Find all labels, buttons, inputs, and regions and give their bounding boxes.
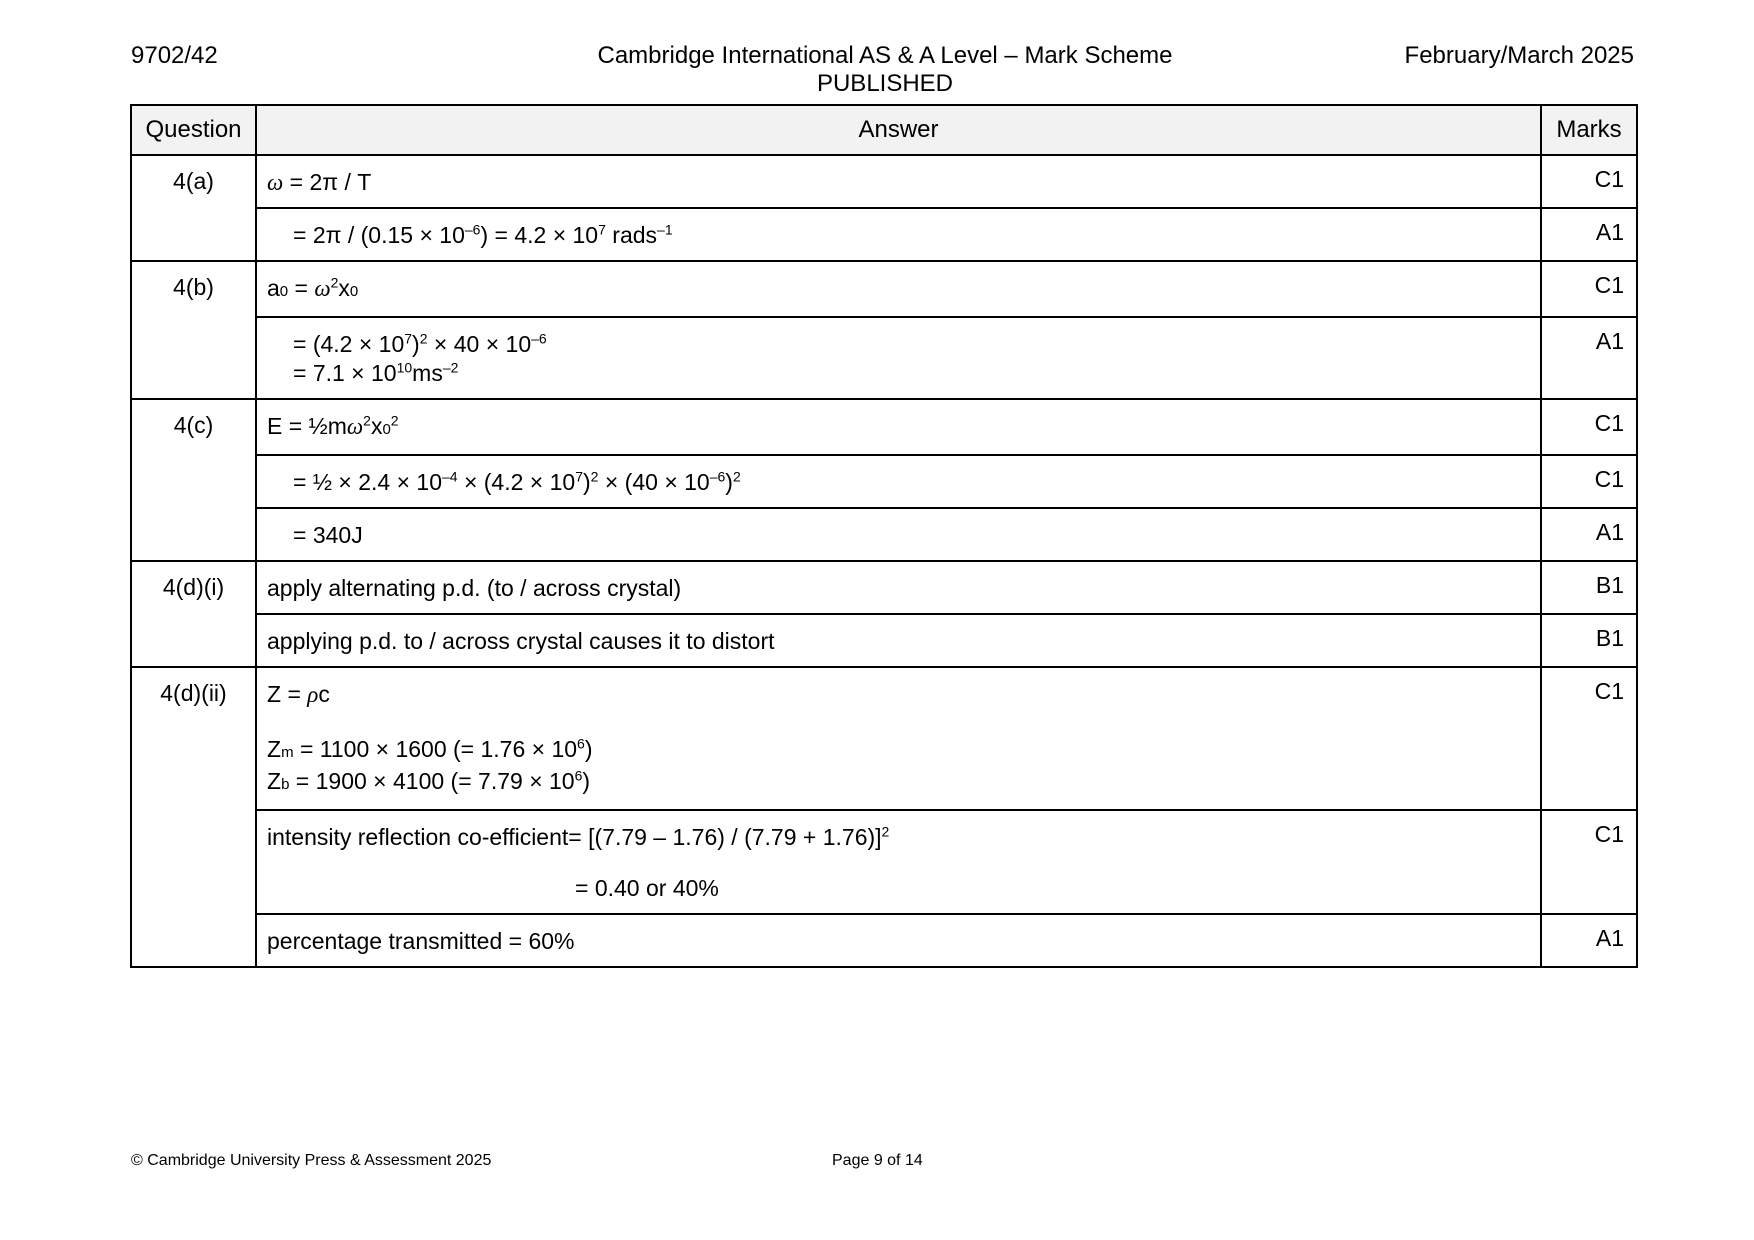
mark-cell: A1	[1541, 508, 1637, 561]
table-row	[131, 399, 1637, 455]
published-label: PUBLISHED	[816, 70, 954, 97]
answer-cell: percentage transmitted = 60%	[256, 914, 1541, 967]
page-number: Page 9 of 14	[832, 1152, 923, 1169]
mark-cell: C1	[1541, 455, 1637, 508]
question-number: 4(c)	[131, 399, 256, 561]
mark-cell: B1	[1541, 561, 1637, 614]
table-row	[131, 317, 1637, 399]
table-row	[131, 455, 1637, 508]
question-number: 4(a)	[131, 155, 256, 261]
table-row	[131, 810, 1637, 914]
answer-cell: = $2\pi / (0.15 \times 10^{-6}) = 4.2 \times 10^7$ rads$^{-1}$	[256, 208, 1541, 261]
question-number: 4(b)	[131, 261, 256, 399]
table-row	[131, 261, 1637, 317]
copyright-notice: © Cambridge University Press & Assessment 2025	[131, 1152, 492, 1169]
mark-cell: C1	[1541, 261, 1637, 317]
mark-cell: B1	[1541, 614, 1637, 667]
table-row	[131, 667, 1637, 810]
mark-cell: A1	[1541, 914, 1637, 967]
answer-cell: = ½ × $2.4 \times 10^{-4} \times (4.2 \times 10^7)^2 \times (40 \times 10^{-6})^2$	[256, 455, 1541, 508]
mark-cell: C1	[1541, 155, 1637, 208]
answer-cell: intensity reflection co-efficient= $[(7.79 - 1.76) / (7.79 + 1.76)]^2$ = 0.40 or 40%	[256, 810, 1541, 914]
table-row	[131, 614, 1637, 667]
answer-cell: apply alternating p.d. (to / across crystal)	[256, 561, 1541, 614]
document-title: Cambridge International AS & A Level – Mark Scheme	[597, 42, 1173, 69]
mark-cell: C1	[1541, 667, 1637, 810]
answer-cell: = $(4.2 \times 10^7)^2 \times 40 \times 10^{-6}$ = $7.1 \times 10^{10}ms^{-2}$	[256, 317, 1541, 399]
marks-column-header: Marks	[1541, 105, 1637, 155]
answer-cell: $E = \frac{1}{2}m\omega^2x0^2$	[256, 399, 1541, 455]
question-number: 4(d)(i)	[131, 561, 256, 667]
table-header-row	[131, 105, 1637, 155]
answer-cell: $a0 = \omega^2x0$	[256, 261, 1541, 317]
question-column-header: Question	[131, 105, 256, 155]
exam-session: February/March 2025	[1404, 42, 1634, 69]
answer-cell: ω = 2π / T	[256, 155, 1541, 208]
answer-cell: = 340J	[256, 508, 1541, 561]
mark-cell: A1	[1541, 317, 1637, 399]
table-row	[131, 208, 1637, 261]
table-row	[131, 155, 1637, 208]
mark-cell: C1	[1541, 399, 1637, 455]
mark-scheme-table	[130, 104, 1638, 968]
mark-cell: A1	[1541, 208, 1637, 261]
table-row	[131, 561, 1637, 614]
paper-code: 9702/42	[131, 42, 218, 69]
answer-cell: applying p.d. to / across crystal causes it to distort	[256, 614, 1541, 667]
answer-cell: Z = ρc Zm = 1100 × 1600 (= $1.76 \times 10^6$) Zb = 1900 × 4100 (= $7.79 \times 10^6$)	[256, 667, 1541, 810]
question-number: 4(d)(ii)	[131, 667, 256, 967]
table-row	[131, 508, 1637, 561]
table-row	[131, 914, 1637, 967]
mark-cell: C1	[1541, 810, 1637, 914]
answer-column-header: Answer	[256, 105, 1541, 155]
